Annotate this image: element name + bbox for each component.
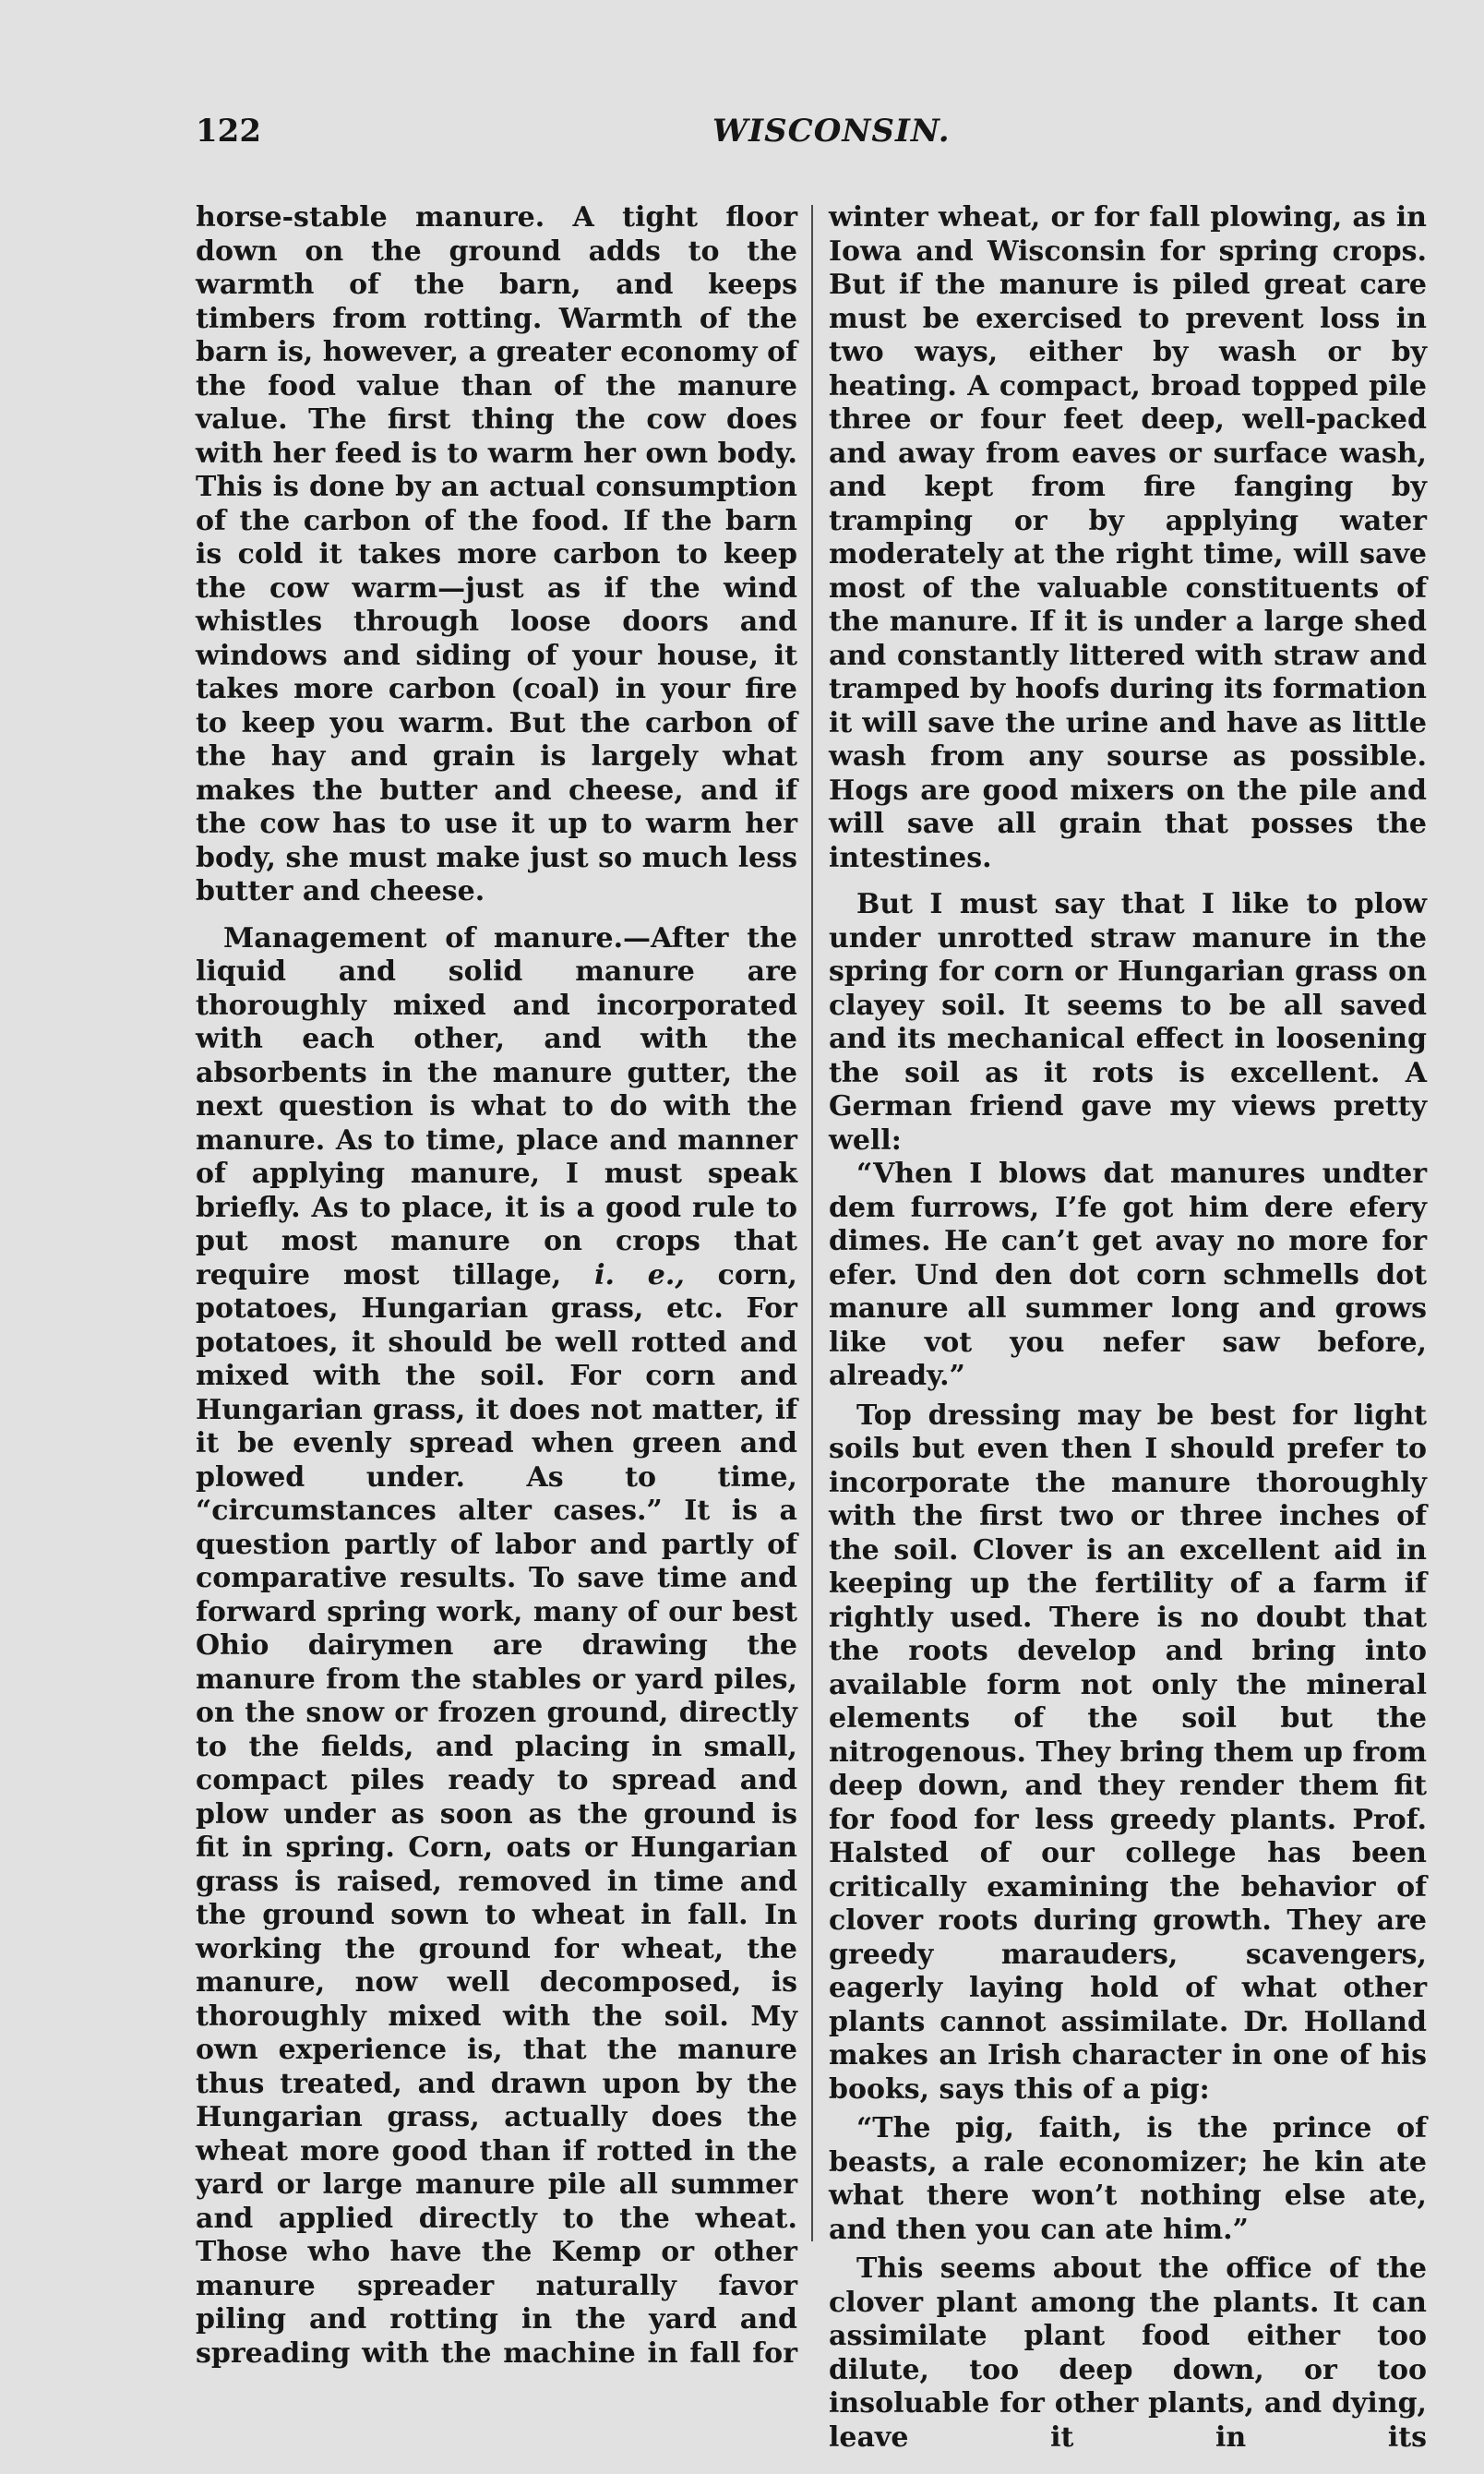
paragraph: horse-stable manure. A tight floor down on the ground adds to the warmth of the barn, and keeps timbers from rotting. Warmth of the barn is, however, a greater economy of the food value than of the manure value. The first thing the cow does with her feed is to warm her own body. This is done by an actual consumption of the carbon of the food. If the barn is cold it takes more carbon to keep the cow warm—just as if the wind whistles through loose doors and windows and siding of your house, it takes more carbon (coal) in your fire to keep you warm. But the carbon of the hay and grain is largely what makes the butter and cheese, and if the cow has to use it up to warm her body, she must make just so much less butter and cheese. [196,201,797,907]
paragraph: This seems about the office of the clover plant among the plants. It can assimilate plant food either too dilute, too deep down, or too insoluable for other plants, and dying, leave it in its [829,2252,1427,2454]
italic-abbreviation: i. e., [594,1258,685,1291]
paragraph-text: corn, potatoes, Hungarian grass, etc. For potatoes, it should be well rotted and mixed with the soil. For corn and Hungarian grass, it does not matter, if it be evenly spread when green and plowed under. As to time, “circumstances alter cases.” It is a question partly of labor and partly of comparative results. To save time and forward spring work, many of our best Ohio dairymen are drawing the manure from the stables or yard piles, on the snow or frozen ground, directly to the fields, and placing in small, compact piles ready to spread and plow under as soon as the ground is fit in spring. Corn, oats or Hungarian grass is raised, removed in time and the ground sown to wheat in fall. In working the ground for wheat, the manure, now well decomposed, is thoroughly mixed with the soil. My own experience is, that the manure thus treated, and drawn upon by the Hungarian grass, actually does the wheat more good than if rotted in the yard or large manure pile all summer and applied directly to the wheat. Those who have the Kemp or other manure spreader naturally favor piling and rotting in the yard and spreading with the machine in fall for [196,1258,797,2370]
quotation-german-friend: “Vhen I blows dat manures undter dem furrows, I’fe got him dere efery dimes. He can’t get avay no more for efer. Und den dot corn schmells dot manure all summer long and grows like vot you nefer saw before, already.” [829,1158,1427,1392]
page-header [196,113,1432,159]
paragraph: Top dressing may be best for light soils but even then I should prefer to incorporate the manure thoroughly with the first two or three inches of the soil. Clover is an excellent aid in keeping up the fertility of a farm if rightly used. There is no doubt that the roots develop and bring into available form not only the mineral elements of the soil but the nitrogenous. They bring them up from deep down, and they render them fit for food for less greedy plants. Prof. Halsted of our college has been critically examining the behavior of clover roots during growth. They are greedy marauders, scavengers, eagerly laying hold of what other plants cannot assimilate. Dr. Holland makes an Irish character in one of his books, says this of a pig: [829,1399,1427,2106]
left-column [196,201,797,2371]
paragraph-management-of-manure [196,922,797,2372]
running-head: WISCONSIN. [712,113,951,150]
column-divider [811,205,813,2241]
paragraph: winter wheat, or for fall plowing, as in Iowa and Wisconsin for spring crops. But if the manure is piled great care must be exercised to prevent loss in two ways, either by wash or by heating. A compact, broad topped pile three or four feet deep, well-packed and away from eaves or surface wash, and kept from fire fanging by tramping or by applying water moderately at the right time, will save most of the valuable constituents of the manure. If it is under a large shed and constantly littered with straw and tramped by hoofs during its formation it will save the urine and have as little wash from any sourse as possible. Hogs are good mixers on the pile and will save all grain that posses the intestines. [829,201,1427,874]
page-number: 122 [196,113,261,150]
quotation-pig: “The pig, faith, is the prince of beasts, a rale economizer; he kin ate what there won’t nothing else ate, and then you can ate him.” [829,2112,1427,2246]
paragraph-text: Management of manure.—After the liquid and solid manure are thoroughly mixed and incorporated with each other, and with the absorbents in the manure gutter, the next question is what to do with the manure. As to time, place and manner of applying manure, I must speak briefly. As to place, it is a good rule to put most manure on crops that require most tillage, [196,921,797,1291]
right-column [829,201,1427,2455]
paragraph: But I must say that I like to plow under unrotted straw manure in the spring for corn or Hungarian grass on clayey soil. It seems to be all saved and its mechanical effect in loosening the soil as it rots is excellent. A German friend gave my views pretty well: [829,888,1427,1157]
